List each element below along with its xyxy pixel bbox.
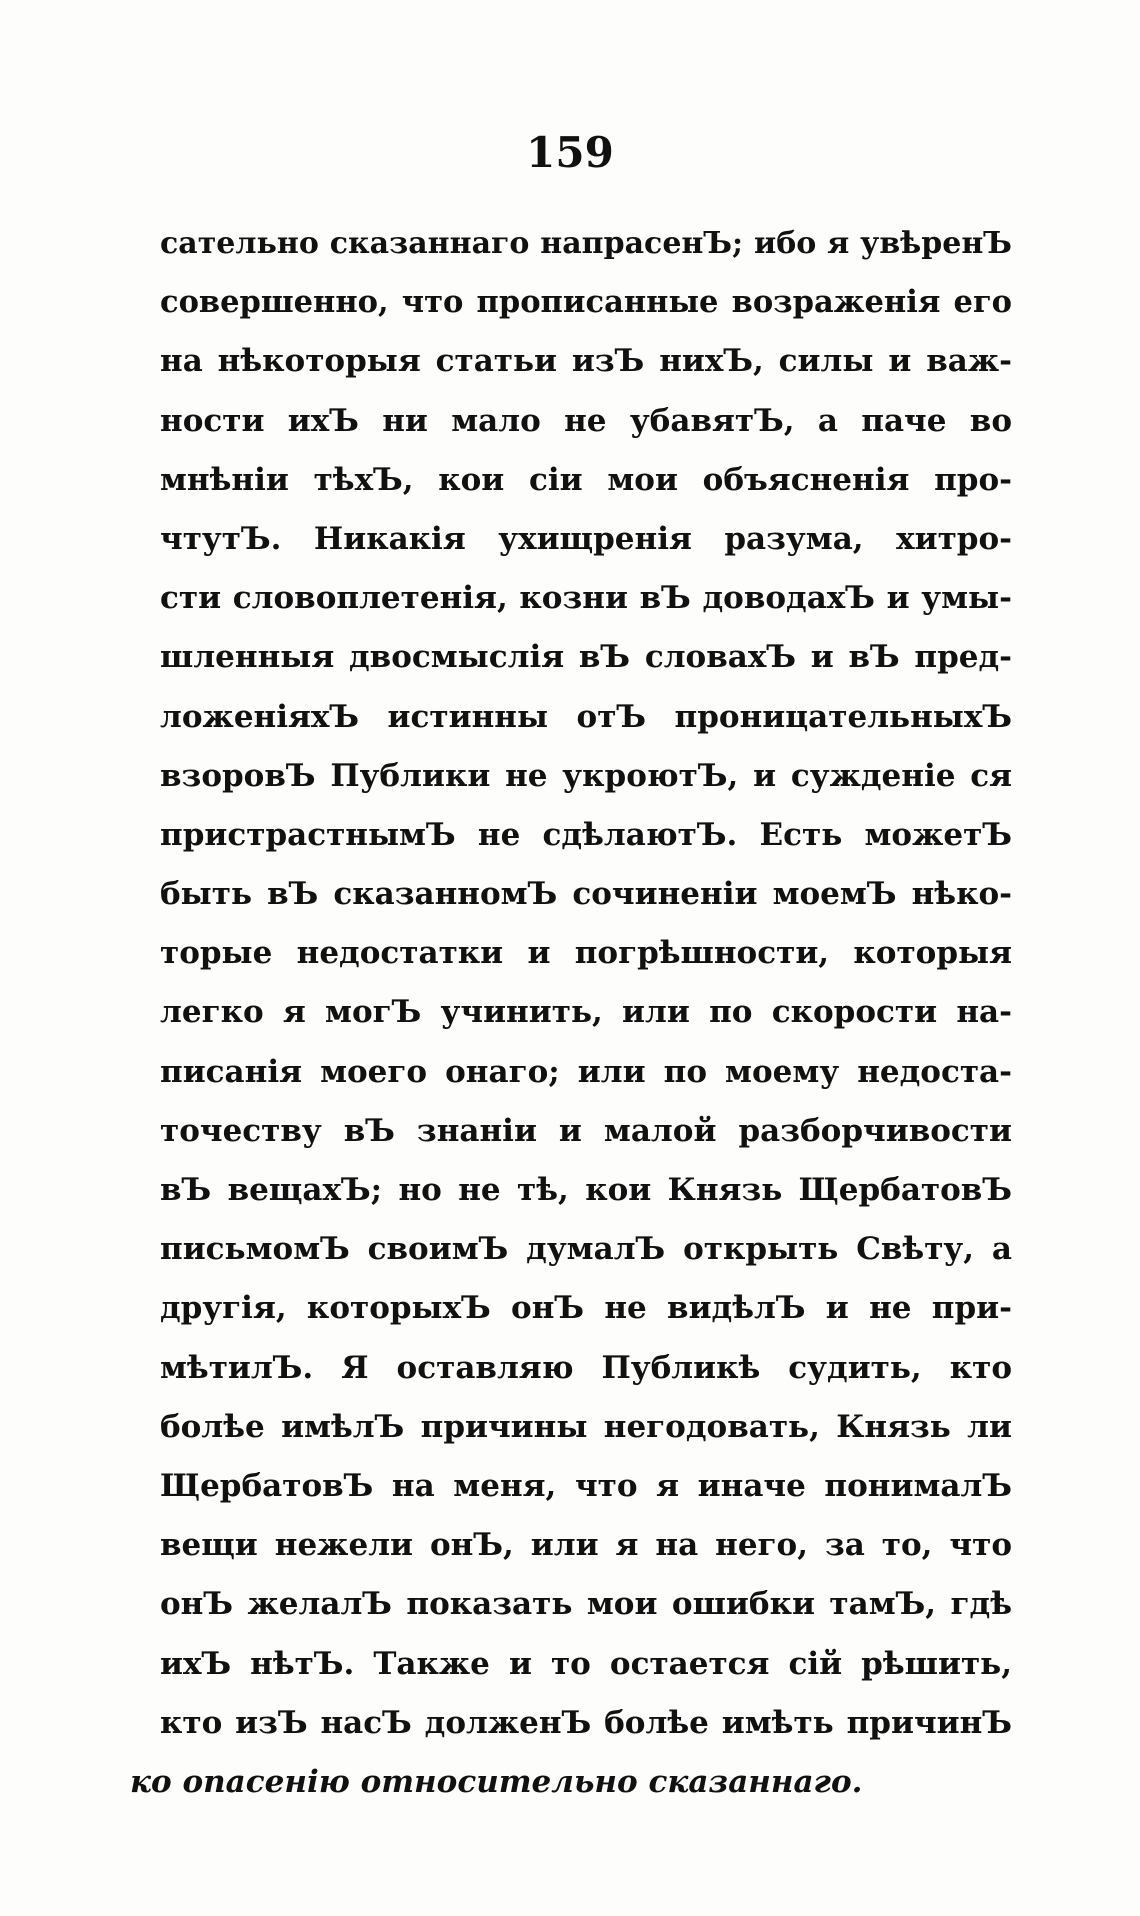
text-line: торые недостатки и погрѣшности, которыя: [160, 935, 1012, 972]
text-line: точеству вЪ знаніи и малой разборчивости: [160, 1112, 1012, 1149]
text-line: вещи нежели онЪ, или я на него, за то, что: [160, 1527, 1012, 1564]
text-line: мнѣніи тѣхЪ, кои сіи мои объясненія про-: [160, 461, 1012, 498]
text-line: взоровЪ Публики не укроютЪ, и сужденіе ся: [160, 757, 1012, 794]
text-line: ихЪ нѣтЪ. Также и то остается сій рѣшить,: [160, 1645, 1012, 1682]
text-line: легко я могЪ учинить, или по скорости на-: [160, 994, 1012, 1031]
text-line: ложеніяхЪ истинны отЪ проницательныхЪ: [160, 698, 1012, 735]
text-line: другія, которыхЪ онЪ не видѣлЪ и не при-: [160, 1290, 1012, 1327]
text-line: сти словоплетенія, козни вЪ доводахЪ и умы-: [160, 580, 1012, 617]
text-line: письмомЪ своимЪ думалЪ открыть Свѣту, а: [160, 1231, 1012, 1268]
text-line: быть вЪ сказанномЪ сочиненіи моемЪ нѣко-: [160, 876, 1012, 913]
text-line: болѣе имѣлЪ причины негодовать, Князь ли: [160, 1408, 1012, 1445]
text-line: чтутЪ. Никакія ухищренія разума, хитро-: [160, 520, 1012, 557]
text-line: шленныя двосмыслія вЪ словахЪ и вЪ пред-: [160, 639, 1012, 676]
text-line: сательно сказаннаго напрасенЪ; ибо я увѣренЪ: [160, 226, 1012, 261]
text-line: мѣтилЪ. Я оставляю Публикѣ судить, кто: [160, 1349, 1012, 1386]
body-text: [130, 214, 1012, 1812]
text-line: пристрастнымЪ не сдѣлаютЪ. Есть можетЪ: [160, 816, 1012, 853]
text-line: совершенно, что прописанные возраженія его: [160, 284, 1012, 321]
text-line: кто изЪ насЪ долженЪ болѣе имѣть причинЪ: [160, 1704, 1012, 1741]
text-line: вЪ вещахЪ; но не тѣ, кои Князь ЩербатовЪ: [160, 1172, 1012, 1208]
page-number: 159: [526, 128, 614, 177]
text-line: онЪ желалЪ показать мои ошибки тамЪ, гдѣ: [160, 1586, 1012, 1623]
text-line: писанія моего онаго; или по моему недоста-: [160, 1053, 1012, 1090]
text-line: ЩербатовЪ на меня, что я иначе понималЪ: [160, 1467, 1012, 1504]
text-line: ности ихЪ ни мало не убавятЪ, а паче во: [160, 402, 1012, 439]
text-line-last: ко опасенію относительно сказаннаго.: [130, 1763, 863, 1800]
text-line: на нѣкоторыя статьи изЪ нихЪ, силы и важ-: [160, 343, 1012, 380]
